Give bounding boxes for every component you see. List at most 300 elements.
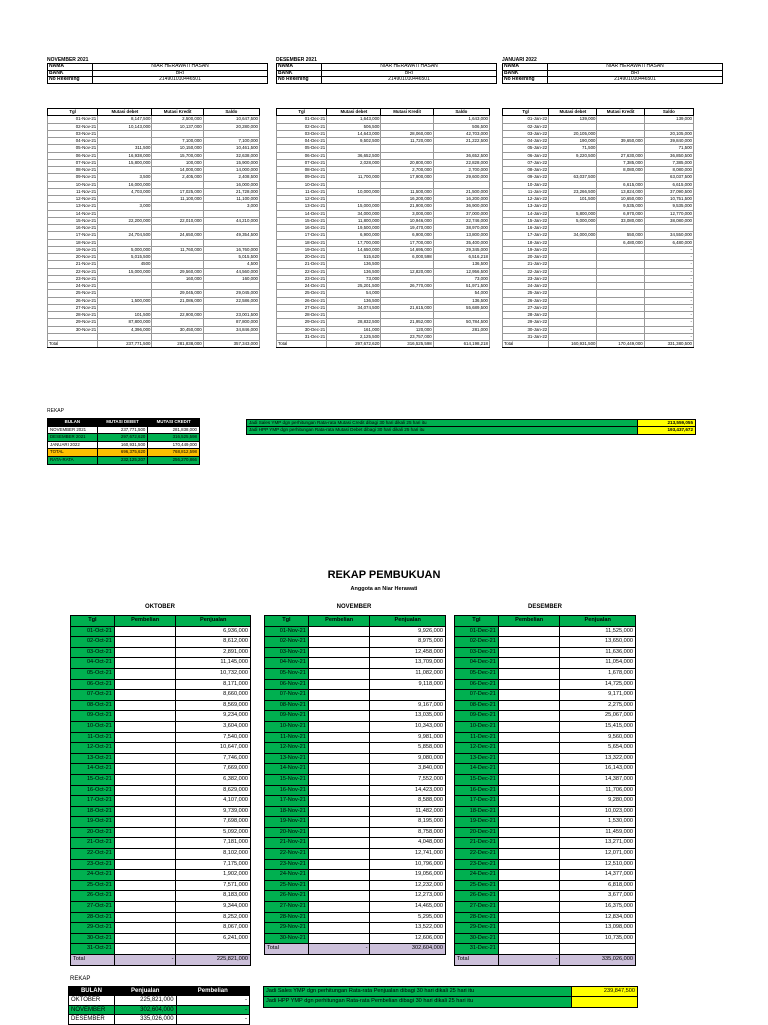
date-cell: 25-Dec-21 xyxy=(455,880,499,891)
purchase-cell xyxy=(114,668,176,679)
date-cell: 13-Oct-21 xyxy=(71,753,115,764)
ledger-row xyxy=(71,796,251,807)
ledger-row xyxy=(455,870,636,881)
rekap-value: 281,838,000 xyxy=(148,426,200,434)
amount-cell: 136,500 xyxy=(433,261,489,268)
sales-cell: 8,612,000 xyxy=(176,637,251,648)
amount-cell: 8,080,000 xyxy=(644,167,693,174)
amount-cell: 6,970,000 xyxy=(597,210,644,217)
sales-cell: 1,902,000 xyxy=(176,870,251,881)
date-cell: 04-Nov-21 xyxy=(265,658,309,669)
amount-cell xyxy=(597,174,644,181)
sales-cell: 9,560,000 xyxy=(560,732,636,743)
amount-cell xyxy=(203,239,259,246)
ledger-table xyxy=(70,615,251,966)
date-cell: 10-Jan-22 xyxy=(503,181,549,188)
sales-cell: 10,343,000 xyxy=(370,721,446,732)
date-cell: 10-Nov-21 xyxy=(265,721,309,732)
sales-cell: 9,080,000 xyxy=(370,753,446,764)
table-row xyxy=(48,319,260,326)
sales-cell: 3,604,000 xyxy=(176,721,251,732)
purchase-cell xyxy=(308,827,370,838)
amount-cell: 7,100,000 xyxy=(203,138,259,145)
sales-cell: 9,739,000 xyxy=(176,806,251,817)
rekap-value: 302,604,000 xyxy=(114,1005,176,1014)
purchase-cell xyxy=(498,849,560,860)
note-text: Jadi Sales YMP dgn perhitungan Rata-rata Penjualan dibagi 30 hari dikali 25 hari itu xyxy=(264,987,571,996)
date-cell: 29-Nov-21 xyxy=(265,923,309,934)
table-row xyxy=(503,123,694,130)
amount-cell: 16,000,000 xyxy=(203,181,259,188)
date-cell: 13-Nov-21 xyxy=(265,753,309,764)
amount-cell xyxy=(549,283,597,290)
amount-cell: - xyxy=(644,261,693,268)
sales-cell: 11,706,000 xyxy=(560,785,636,796)
date-cell: 26-Jan-22 xyxy=(503,297,549,304)
ledger-row xyxy=(455,902,636,913)
amount-cell: 42,703,000 xyxy=(433,130,489,137)
date-cell: 09-Oct-21 xyxy=(71,711,115,722)
date-cell: 22-Dec-21 xyxy=(455,849,499,860)
table-row xyxy=(277,123,490,130)
sales-cell: 2,891,000 xyxy=(176,647,251,658)
ledger-row xyxy=(265,753,446,764)
table-row xyxy=(277,196,490,203)
amount-cell: - xyxy=(644,246,693,253)
ledger-row xyxy=(265,891,446,902)
sales-cell: 14,387,000 xyxy=(560,774,636,785)
date-cell: 12-Dec-21 xyxy=(455,743,499,754)
amount-cell xyxy=(98,196,152,203)
date-cell: 11-Jan-22 xyxy=(503,188,549,195)
amount-cell: 23,757,000 xyxy=(381,333,433,340)
ledger-row xyxy=(265,859,446,870)
amount-cell xyxy=(327,196,381,203)
table-row xyxy=(48,181,260,188)
rekap-table xyxy=(47,418,200,465)
rekap-row xyxy=(48,426,200,434)
date-cell: 03-Nov-21 xyxy=(48,130,98,137)
table-row xyxy=(48,203,260,210)
table-row xyxy=(277,217,490,224)
sales-cell: 5,092,000 xyxy=(176,827,251,838)
purchase-cell xyxy=(498,753,560,764)
amount-cell: 4,703,000 xyxy=(98,188,152,195)
sales-cell: 9,234,000 xyxy=(176,711,251,722)
amount-cell: 27,630,000 xyxy=(597,152,644,159)
amount-cell xyxy=(549,203,597,210)
purchase-cell xyxy=(308,679,370,690)
amount-cell: 26,770,000 xyxy=(381,283,433,290)
table-row xyxy=(277,239,490,246)
sales-cell: 8,102,000 xyxy=(176,849,251,860)
date-cell: 05-Dec-21 xyxy=(277,145,327,152)
amount-cell xyxy=(597,123,644,130)
amount-cell: 23,001,500 xyxy=(203,312,259,319)
total-row xyxy=(71,955,251,966)
rekap-row xyxy=(48,456,200,464)
col-header: Pembelian xyxy=(498,616,560,627)
amount-cell xyxy=(152,254,203,261)
total-label: Total xyxy=(455,955,499,966)
date-cell: 18-Nov-21 xyxy=(48,239,98,246)
date-cell: 14-Nov-21 xyxy=(48,210,98,217)
purchase-cell xyxy=(308,796,370,807)
amount-cell xyxy=(98,283,152,290)
table-row xyxy=(503,210,694,217)
ledger-row xyxy=(455,637,636,648)
sales-cell: 6,241,000 xyxy=(176,933,251,944)
ledger-row xyxy=(71,668,251,679)
amount-cell xyxy=(433,145,489,152)
amount-cell: 2,405,000 xyxy=(152,174,203,181)
col-header: Tgl xyxy=(277,109,327,116)
month-label: NOVEMBER xyxy=(69,1005,115,1014)
ledger-row xyxy=(71,891,251,902)
purchase-cell xyxy=(308,700,370,711)
date-cell: 06-Jan-22 xyxy=(503,152,549,159)
sales-cell: 8,660,000 xyxy=(176,690,251,701)
sales-cell: 9,981,000 xyxy=(370,732,446,743)
amount-cell: 10,751,500 xyxy=(644,196,693,203)
purchase-cell xyxy=(114,647,176,658)
info-value: BRI xyxy=(93,70,268,77)
date-cell: 01-Oct-21 xyxy=(71,626,115,637)
col-header: Tgl xyxy=(455,616,499,627)
amount-cell: 38,970,000 xyxy=(433,225,489,232)
table-row xyxy=(503,174,694,181)
month-label: OKTOBER xyxy=(69,996,115,1005)
sales-cell: 7,552,000 xyxy=(370,774,446,785)
purchase-cell xyxy=(308,870,370,881)
ledger-row xyxy=(71,902,251,913)
purchase-cell xyxy=(114,679,176,690)
amount-cell: 22,828,000 xyxy=(433,159,489,166)
date-cell: 05-Nov-21 xyxy=(265,668,309,679)
table-row xyxy=(48,268,260,275)
date-cell: 18-Dec-21 xyxy=(277,239,327,246)
amount-cell xyxy=(98,304,152,311)
amount-cell: 7,385,000 xyxy=(597,159,644,166)
amount-cell: 21,615,000 xyxy=(381,304,433,311)
sales-cell: 2,275,000 xyxy=(560,700,636,711)
amount-cell: 36,652,500 xyxy=(433,152,489,159)
amount-cell: 11,500,000 xyxy=(381,188,433,195)
ledger-row xyxy=(71,679,251,690)
table-row xyxy=(277,319,490,326)
date-cell: 06-Nov-21 xyxy=(48,152,98,159)
sales-cell: 11,082,000 xyxy=(370,668,446,679)
amount-cell: 10,143,000 xyxy=(98,123,152,130)
date-cell: 30-Dec-21 xyxy=(277,326,327,333)
table-row xyxy=(48,123,260,130)
amount-cell: 12,770,000 xyxy=(644,210,693,217)
total-row xyxy=(455,955,636,966)
amount-cell xyxy=(433,333,489,340)
col-header: MUTASI DEBET xyxy=(97,419,148,427)
date-cell: 28-Oct-21 xyxy=(71,912,115,923)
purchase-cell xyxy=(114,923,176,934)
col-header: Mutasi Kredit xyxy=(152,109,203,116)
purchase-cell xyxy=(308,880,370,891)
sales-cell: 8,975,000 xyxy=(370,637,446,648)
amount-cell xyxy=(549,312,597,319)
account-info-table xyxy=(276,63,497,84)
table-row xyxy=(503,319,694,326)
purchase-cell xyxy=(114,732,176,743)
note-value: 239,847,500 xyxy=(571,987,637,996)
amount-cell: 54,000 xyxy=(327,290,381,297)
date-cell: 16-Nov-21 xyxy=(48,225,98,232)
amount-cell xyxy=(597,312,644,319)
date-cell: 14-Dec-21 xyxy=(455,764,499,775)
account-info-table xyxy=(502,63,723,84)
amount-cell xyxy=(203,130,259,137)
date-cell: 15-Oct-21 xyxy=(71,774,115,785)
amount-cell xyxy=(549,326,597,333)
date-cell: 22-Nov-21 xyxy=(265,849,309,860)
amount-cell xyxy=(152,261,203,268)
sales-cell: 8,195,000 xyxy=(370,817,446,828)
amount-cell: 10,000,000 xyxy=(327,188,381,195)
total-row xyxy=(503,341,694,348)
ledger-row xyxy=(455,923,636,934)
amount-cell xyxy=(549,297,597,304)
ledger-row xyxy=(71,658,251,669)
date-cell: 07-Oct-21 xyxy=(71,690,115,701)
amount-cell: 4,500 xyxy=(203,261,259,268)
ledger-row xyxy=(455,880,636,891)
purchase-cell xyxy=(308,859,370,870)
amount-cell: 87,800,000 xyxy=(98,319,152,326)
col-header: Tgl xyxy=(503,109,549,116)
amount-cell: 28,832,500 xyxy=(327,319,381,326)
date-cell: 11-Dec-21 xyxy=(455,732,499,743)
info-key: BANK xyxy=(48,70,93,77)
amount-cell: 71,500 xyxy=(549,145,597,152)
amount-cell xyxy=(381,297,433,304)
date-cell: 29-Dec-21 xyxy=(277,319,327,326)
ledger-row xyxy=(455,764,636,775)
total-value: 335,026,000 xyxy=(560,955,636,966)
ledger-row xyxy=(71,944,251,955)
purchase-cell xyxy=(498,679,560,690)
ledger-row xyxy=(265,721,446,732)
table-row xyxy=(503,290,694,297)
amount-cell: 6,900,000 xyxy=(381,232,433,239)
rekap-value: - xyxy=(176,1015,249,1024)
table-row xyxy=(277,246,490,253)
purchase-cell xyxy=(498,817,560,828)
amount-cell: 101,500 xyxy=(98,312,152,319)
ledger-row xyxy=(71,743,251,754)
date-cell: 27-Nov-21 xyxy=(48,304,98,311)
date-cell: 06-Dec-21 xyxy=(277,152,327,159)
amount-cell: 6,615,000 xyxy=(597,181,644,188)
amount-cell: 281,000 xyxy=(433,326,489,333)
date-cell: 09-Nov-21 xyxy=(48,174,98,181)
total-label: Total xyxy=(48,341,98,348)
col-header: Penjualan xyxy=(370,616,446,627)
table-row xyxy=(277,283,490,290)
ledger-row xyxy=(265,647,446,658)
table-row xyxy=(277,304,490,311)
section-title: DESEMBER 2021 xyxy=(276,57,317,63)
purchase-cell xyxy=(114,880,176,891)
sales-cell: 16,143,000 xyxy=(560,764,636,775)
amount-cell: 11,700,000 xyxy=(327,174,381,181)
amount-cell: 550,000 xyxy=(597,232,644,239)
sales-cell: 3,677,000 xyxy=(560,891,636,902)
info-key: No Rekening xyxy=(277,77,322,84)
amount-cell: 29,560,000 xyxy=(152,268,203,275)
ledger-row xyxy=(455,838,636,849)
sales-cell: 8,171,000 xyxy=(176,679,251,690)
ledger-row xyxy=(71,700,251,711)
amount-cell: 29,345,000 xyxy=(433,246,489,253)
purchase-cell xyxy=(498,711,560,722)
ledger-row xyxy=(265,849,446,860)
date-cell: 19-Nov-21 xyxy=(265,817,309,828)
sales-cell: 11,054,000 xyxy=(560,658,636,669)
note-row xyxy=(264,996,637,1006)
date-cell: 31-Dec-21 xyxy=(277,333,327,340)
amount-cell: 12,820,000 xyxy=(381,268,433,275)
amount-cell xyxy=(152,210,203,217)
amount-cell xyxy=(597,246,644,253)
sales-cell: 10,735,000 xyxy=(560,933,636,944)
table-row xyxy=(503,246,694,253)
ledger-row xyxy=(455,944,636,955)
date-cell: 23-Jan-22 xyxy=(503,275,549,282)
rekap-value: 237,771,500 xyxy=(97,426,148,434)
table-row xyxy=(277,210,490,217)
amount-cell: 13,824,000 xyxy=(597,188,644,195)
rekap-value: 335,026,000 xyxy=(114,1015,176,1024)
amount-cell: 30,450,000 xyxy=(152,326,203,333)
date-cell: 30-Nov-21 xyxy=(265,933,309,944)
total-label: Total xyxy=(277,341,327,348)
purchase-cell xyxy=(114,637,176,648)
date-cell: 12-Dec-21 xyxy=(277,196,327,203)
date-cell: 13-Dec-21 xyxy=(455,753,499,764)
date-cell: 12-Oct-21 xyxy=(71,743,115,754)
amount-cell: 73,000 xyxy=(327,275,381,282)
rekap-value: 160,931,500 xyxy=(97,441,148,449)
purchase-cell xyxy=(308,891,370,902)
amount-cell xyxy=(381,261,433,268)
amount-cell: 36,900,000 xyxy=(433,203,489,210)
date-cell: 19-Jan-22 xyxy=(503,246,549,253)
ledger-row xyxy=(71,637,251,648)
table-row xyxy=(48,210,260,217)
table-row xyxy=(48,333,260,340)
sales-cell: 12,071,000 xyxy=(560,849,636,860)
total-label: Total xyxy=(71,955,115,966)
date-cell: 24-Jan-22 xyxy=(503,283,549,290)
col-header: Saldo xyxy=(203,109,259,116)
purchase-cell xyxy=(308,711,370,722)
date-cell: 26-Nov-21 xyxy=(265,891,309,902)
date-cell: 20-Oct-21 xyxy=(71,827,115,838)
sales-cell: 8,183,000 xyxy=(176,891,251,902)
ledger-row xyxy=(265,679,446,690)
purchase-cell xyxy=(114,806,176,817)
amount-cell xyxy=(549,304,597,311)
sales-cell: 9,280,000 xyxy=(560,796,636,807)
amount-cell: 29,045,000 xyxy=(203,290,259,297)
amount-cell xyxy=(98,225,152,232)
amount-cell: 7,100,000 xyxy=(152,138,203,145)
amount-cell: 3,500 xyxy=(98,174,152,181)
purchase-cell xyxy=(498,690,560,701)
table-row xyxy=(503,239,694,246)
purchase-cell xyxy=(498,637,560,648)
amount-cell: 34,074,500 xyxy=(327,304,381,311)
amount-cell xyxy=(327,145,381,152)
date-cell: 10-Dec-21 xyxy=(455,721,499,732)
bank-section-0 xyxy=(47,57,268,84)
amount-cell: 37,000,000 xyxy=(433,210,489,217)
amount-cell: - xyxy=(644,319,693,326)
amount-cell xyxy=(597,130,644,137)
amount-cell: 44,560,000 xyxy=(203,268,259,275)
amount-cell: 21,900,000 xyxy=(381,203,433,210)
amount-cell: 36,850,500 xyxy=(644,152,693,159)
table-row xyxy=(48,297,260,304)
ledger-row xyxy=(265,690,446,701)
date-cell: 14-Nov-21 xyxy=(265,764,309,775)
sales-cell: 5,654,000 xyxy=(560,743,636,754)
amount-cell: 71,500 xyxy=(644,145,693,152)
date-cell: 26-Dec-21 xyxy=(455,891,499,902)
sales-cell: 9,344,000 xyxy=(176,902,251,913)
sales-cell: 8,588,000 xyxy=(370,796,446,807)
amount-cell: 10,137,000 xyxy=(152,123,203,130)
date-cell: 23-Oct-21 xyxy=(71,859,115,870)
date-cell: 23-Dec-21 xyxy=(277,275,327,282)
date-cell: 04-Jan-22 xyxy=(503,138,549,145)
table-row xyxy=(277,268,490,275)
purchase-cell xyxy=(498,700,560,711)
ledger-row xyxy=(455,774,636,785)
sales-cell: 10,023,000 xyxy=(560,806,636,817)
purchase-cell xyxy=(308,721,370,732)
date-cell: 12-Jan-22 xyxy=(503,196,549,203)
purchase-cell xyxy=(498,743,560,754)
amount-cell: 51,971,500 xyxy=(433,283,489,290)
info-value: NIAR HERAWATI HASAN xyxy=(548,64,723,71)
amount-cell: 160,000 xyxy=(152,275,203,282)
date-cell: 02-Oct-21 xyxy=(71,637,115,648)
ledger-row xyxy=(265,774,446,785)
sales-cell: 11,636,000 xyxy=(560,647,636,658)
ledger-row xyxy=(265,838,446,849)
table-row xyxy=(48,138,260,145)
date-cell: 24-Nov-21 xyxy=(48,283,98,290)
amount-cell: 11,760,000 xyxy=(152,246,203,253)
date-cell: 17-Nov-21 xyxy=(265,796,309,807)
amount-cell xyxy=(549,159,597,166)
amount-cell xyxy=(549,275,597,282)
rekap-label: REKAP xyxy=(70,976,91,982)
table-row xyxy=(48,225,260,232)
table-row xyxy=(277,138,490,145)
amount-cell: 24,650,000 xyxy=(152,232,203,239)
purchase-cell xyxy=(498,647,560,658)
sales-cell: 12,273,000 xyxy=(370,891,446,902)
table-row xyxy=(503,225,694,232)
